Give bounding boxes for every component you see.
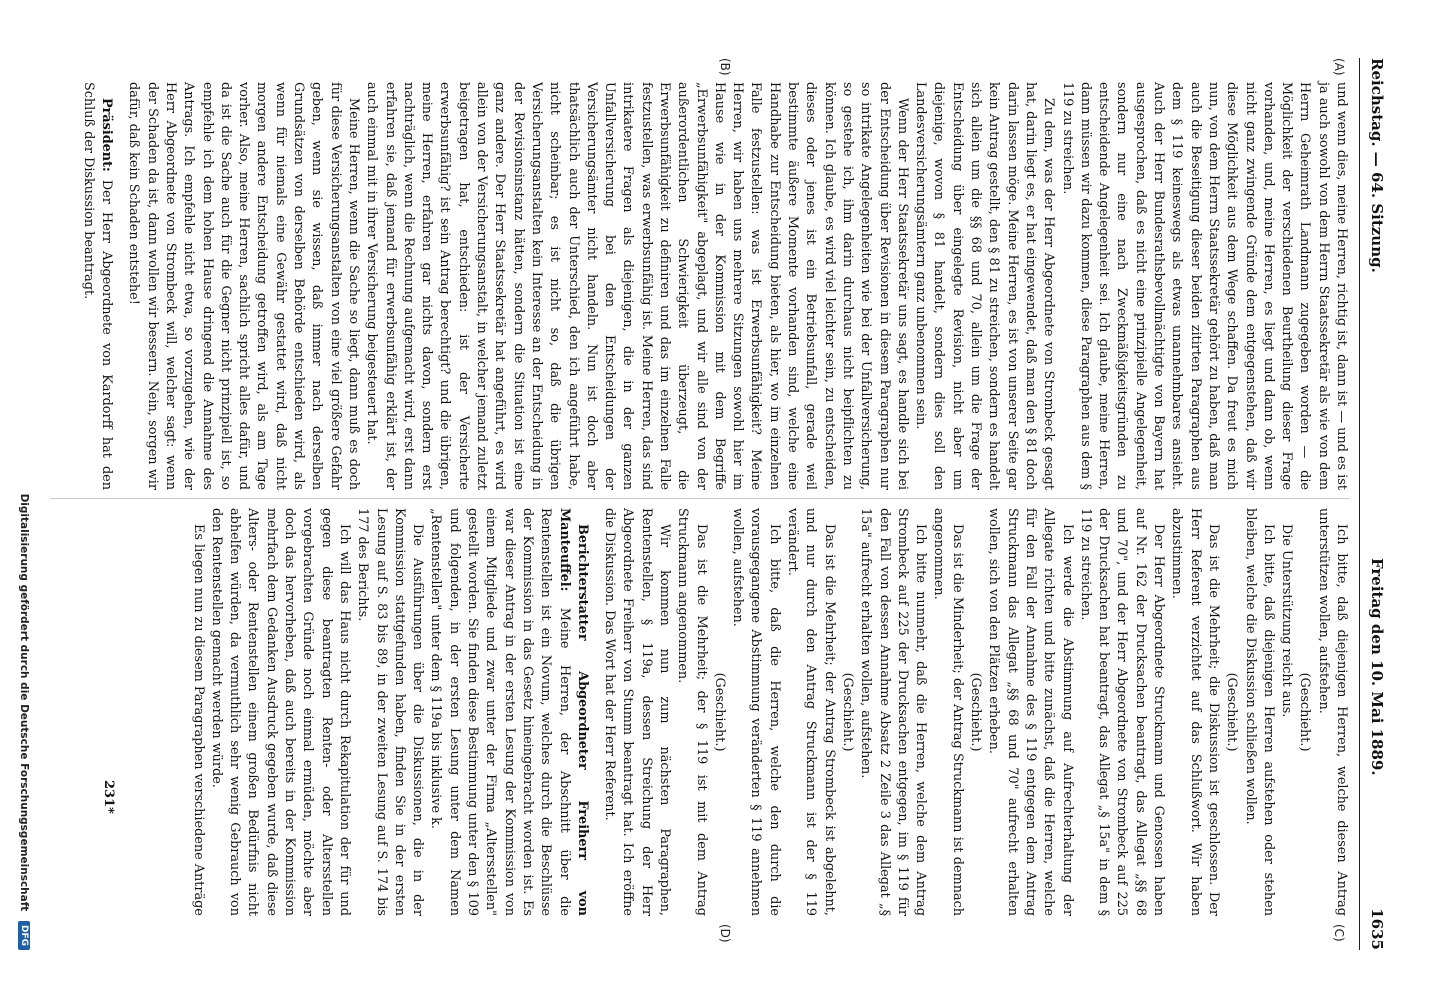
action-note: (Geschieht.): [839, 672, 855, 752]
speaker-label: Präsident:: [99, 98, 115, 172]
speaker-paragraph: [426, 508, 591, 916]
margin-marker-d: (D): [718, 924, 732, 943]
running-head-date: Freitag den 10. Mai 1889.: [1368, 558, 1386, 776]
paragraph: und wenn dies, meine Herren, richtig ist, dann ist — und es ist ja auch sowohl von dem Herrn Staatssekretär als wie von dem Herrn Geheimrath Landmann zugegeben worden — die Möglichkeit der verschiedenen Beurtheilung dieser Frage vorhanden, und, meine Herren, es liegt und dann ob, wenn nicht ganz zwingende Gründe dem entgegenstehen, daß wir diese Möglichkeit aus dem Wege schaffen. Da freut es mich nun, von dem Herrn Staatssekretär gehört zu haben, daß man auch die Beseitigung dieser beiden zitirten Paragraphen aus dem § 119 keineswegs als etwas unannehmbares ansieht. Auch der Herr Bundesrathsbevollmächtigte von Bayern hat ausgesprochen, daß es nicht eine prinzipielle Angelegenheit, sondern nur eine nach Zweckmäßigkeitsgründen zu entscheidende Angelegenheit sei. Ich glaube, meine Herren, dann müssen wir dazu kommen, diese Paragraphen aus dem § 119 zu streichen.: [1059, 82, 1349, 490]
paragraph: Ich bitte, daß diejenigen Herren aufstehen oder stehen bleiben, welche die Diskussion schließen wollen.: [1242, 508, 1276, 916]
margin-marker-b: (B): [718, 58, 732, 76]
credit-text: Digitalisierung gefördert durch die Deutsche Forschungsgemeinschaft: [18, 493, 30, 912]
paragraph: Ich werde die Abstimmung auf Aufrechterhaltung der Allegate richten und bitte zunächst, daß die Herren, welche für den Fall der Annahme des § 119 entgegen dem Antrag Struckmann das Allegat „§§ 68 und 70" aufrecht erhalten wollen, sich von den Plätzen erheben.: [986, 508, 1075, 916]
right-text-column: [188, 508, 1350, 916]
paragraph: Wenn der Herr Staatssekretär uns sagt, es handle sich bei der Entscheidung über Revisionen in diesem Paragraphen nur so intrikate Angelegenheiten wie bei der Unfallversicherung, so gestehe ich, ihm darin durchaus nicht beipflichten zu können. Ich glaube, es wird viel leichter sein, zu entscheiden, dieses oder jenes ist ein Betriebsunfall, gerade weil bestimmte äußere Momente vorhanden sind, welche eine Handhabe zur Entscheidung bieten, als hier, wo im einzelnen Falle festzustellen: was ist Erwerbsunfähigkeit? Meine Herren, wir haben uns mehrere Sitzungen sowohl hier im Hause wie in der Kommission mit dem Begriffe „Erwerbsunfähigkeit" abgeplagt, und wir alle sind von der außerordentlichen Schwierigkeit überzeugt, die Erwerbsunfähigkeit zu definiren und das im einzelnen Falle festzustellen, was erwerbsunfähig ist. Meine Herren, das sind intrikatere Fragen als diejenigen, die in der ganzen Unfallversicherung bei den Entscheidungen der Versicherungsämter nicht handeln. Nun ist doch aber thatsächlich auch der Unterschied, den ich angeführt habe, nicht scheinbar; es ist nicht so, daß die übrigen Versicherungsanstalten kein Interesse an der Entscheidung in der Revisionsinstanz hätten, sondern die Situation ist eine ganz andere. Der Herr Staatssekretär hat angeführt, es wird allein von der Versicherungsanstalt, in welcher jemand zuletzt beigetragen hat, entschieden: ist der Versicherte erwerbsunfähig? ist sein Antrag berechtigt? und die übrigen, meine Herren, erfahren gar nichts davon, sondern erst nachträglich, wenn die Rechnung aufgemacht wird, erst dann erfahren sie, daß jemand für erwerbsunfähig erklärt ist, der auch einmal mit in ihrer Versicherung beigesteuert hat.: [364, 82, 910, 490]
paragraph: Das ist die Mehrheit; der Antrag Strombeck ist abgelehnt, und nur durch den Antrag Struckmann ist der § 119 verändert.: [785, 508, 837, 916]
paragraph: Wir kommen nun zum nächsten Paragraphen, Rentenstellen, § 119a, dessen Streichung der Herr Abgeordnete Freiherr von Stumm beantragt hat. Ich eröffne die Diskussion. Das Wort hat der Herr Referent.: [602, 508, 673, 916]
page-number: 1635: [1368, 908, 1386, 950]
column-divider: [50, 498, 1350, 499]
action-note: (Geschieht.): [1224, 672, 1240, 752]
left-text-column: [79, 82, 1350, 490]
paragraph: Ich will das Haus nicht durch Rekapitulation der für und gegen diese beantragten Renten- oder Altersstellen vorgebrachten Gründe noch einmal ermüden, möchte aber doch das hervorheben, daß auch bereits in der Kommission mehrfach dem Gedanken Ausdruck gegeben wurde, daß diese Alters- oder Rentenstellen einem großen Bedürfnis nicht abhelfen würden, da vermuthlich sehr wenig Gebrauch von den Rentenstellen gemacht werden würde.: [208, 508, 352, 916]
signature-mark: 231*: [101, 780, 116, 814]
paragraph: Die Ausführungen über die Diskussionen, die in der Kommission stattgefunden haben, finden Sie in der ersten Lesung auf S. 83 bis 89, in der zweiten Lesung auf S. 174 bis 177 des Berichts.: [355, 508, 426, 916]
action-note: (Geschieht.): [968, 672, 984, 752]
paragraph: Ich bitte, daß die Herren, welche den durch die vorausgegangene Abstimmung veränderten § 119 annehmen wollen, aufstehen.: [730, 508, 782, 916]
speaker-text: Meine Herren, der Abschnitt über die Rentenstellen ist ein Novum, welches durch die Beschlüsse der Kommission in das Gesetz hineingebracht worden ist. Es war dieser Antrag in der ersten Lesung der Kommission von einem Mitgliede und zwar unter der Firma „Altersstellen" gestellt worden. Sie finden diese Bestimmung unter den § 109 und folgenden, in der ersten Lesung unter dem Namen „Rentenstellen" unter dem § 119a bis inklusive k.: [428, 508, 572, 916]
paragraph: Das ist die Mehrheit; der § 119 ist mit dem Antrag Struckmann angenommen.: [675, 508, 709, 916]
margin-marker-a: (A): [1332, 58, 1346, 76]
paragraph: Das ist die Minderheit; der Antrag Struckmann ist demnach angenommen.: [931, 508, 965, 916]
paragraph: Das ist die Mehrheit; die Diskussion ist geschlossen. Der Herr Referent verzichtet auf das Schlußwort. Wir haben abzustimmen.: [1169, 508, 1221, 916]
paragraph: Es liegen nun zu diesem Paragraphen verschiedene Anträge: [190, 524, 206, 916]
paragraph: Meine Herren, wenn die Sache so liegt, dann muß es doch für diese Versicherungsanstalten von eine viel größere Gefahr geben, wenn sie wissen, daß immer nach derselben Grundsätzen von derselben Behörde entschieden wird, als wenn für niemals eine Gewähr gestattet wird, daß nicht morgen andere Entscheidung getroffen wird, als am Tage vorher. Also, meine Herren, sachlich spricht alles dafür, und da ist die Sache auch für die Gegner nicht prinzipiell ist, so empfehle ich dem hohen Hause dringend die Annahme des Antrags. Ich empfehle nicht etwa, so vorzugehen, wie der Herr Abgeordnete von Strombeck will, welcher sagt: wenn der Schaden da ist, dann wollen wir bessern. Nein, sorgen wir dafür, daß kein Schaden entstehe!: [126, 82, 361, 490]
paragraph: Ich bitte nunmehr, daß die Herren, welche dem Antrag Strombeck auf 225 der Drucksachen entgegen, im § 119 für den Fall von dessen Annahme Absatz 2 Zeile 3 das Allegat „§ 15a" aufrecht erhalten wollen, aufstehen.: [858, 508, 929, 916]
speaker-label: Berichterstatter Abgeordneter Freiherr von Manteuffel:: [556, 508, 590, 916]
action-note: (Geschieht.): [711, 672, 727, 752]
paragraph: Der Herr Abgeordnete Struckmann und Genossen haben auf Nr. 162 der Drucksachen beantragt, das Allegat „§§ 68 und 70", und der Herr Abgeordnete von Strombeck auf 225 der Drucksachen hat beantragt, das Allegat „§ 15a" in dem § 119 zu streichen.: [1077, 508, 1167, 916]
digitization-credit: [18, 140, 30, 950]
paragraph: Zu dem, was der Herr Abgeordnete von Strombeck gesagt hat, darin liegt es, er hat eingewendet, daß man den § 81 doch darin lassen möge. Meine Herren, es ist von unserer Seite gar kein Antrag gestellt, den § 81 zu streichen, sondern es handelt sich allein um die §§ 68 und 70, allein um die Frage der Entscheidung über eingelegte Revision, nicht aber um diejenige, wovon § 81 handelt, sondern dies soll den Landesversicherungsämtern ganz unbenommen sein.: [913, 82, 1057, 490]
margin-marker-c: (C): [1332, 924, 1346, 942]
page-header: [1362, 58, 1386, 950]
paragraph: Ich bitte, daß diejenigen Herren, welche diesen Antrag unterstützen wollen, aufstehen.: [1315, 508, 1349, 916]
speaker-text: Der Herr Abgeordnete von Kardorff hat den Schluß der Diskussion beantragt.: [80, 82, 115, 490]
paragraph: Die Unterstützung reicht aus.: [1279, 524, 1295, 718]
header-rule: [1359, 58, 1360, 950]
dfg-logo: DFG: [18, 921, 30, 950]
running-head-left: Reichstag. — 64. Sitzung.: [1368, 58, 1386, 273]
action-note: (Geschieht.): [1297, 672, 1313, 752]
closing-paragraph: [79, 82, 116, 490]
